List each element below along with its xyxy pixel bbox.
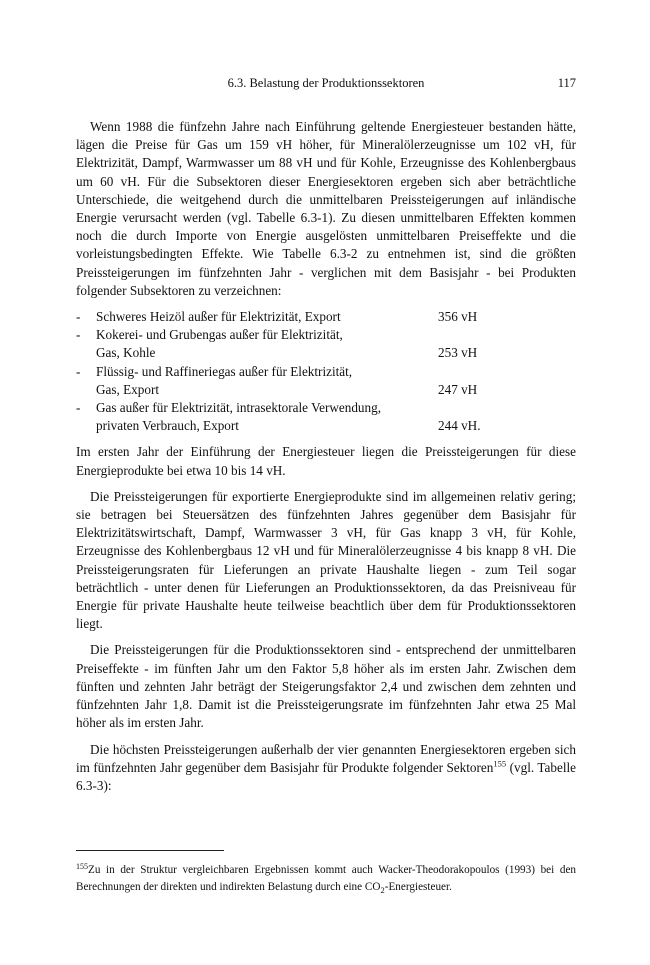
list-item-label-cont: Gas, Export: [96, 381, 159, 397]
list-dash: -: [76, 309, 81, 325]
section-title: 6.3. Belastung der Produktionssektoren: [227, 76, 425, 90]
list-item-value: 244 vH.: [438, 418, 481, 434]
footnote: [76, 858, 576, 896]
list-item-label: Flüssig- und Raffineriegas außer für Elektrizität,: [96, 363, 353, 379]
list-item-label: Gas außer für Elektrizität, intrasektorale Verwendung,: [96, 400, 382, 416]
subsector-list: [76, 308, 576, 435]
footnote-reference[interactable]: 155: [493, 758, 507, 769]
list-item-label-cont: Gas, Kohle: [96, 345, 156, 361]
footnote-text-end: -Energiesteuer.: [384, 881, 452, 893]
list-item-value: 253 vH: [438, 345, 478, 361]
footnote-text: Zu in der Struktur vergleichbaren Ergebnissen kommt auch Wacker-Theodorakopoulos (1993) bei den Berechnungen der direkten und indirekten Belastung durch eine CO: [76, 864, 576, 893]
paragraph-2: Im ersten Jahr der Einführung der Energiesteuer liegen die Preissteigerungen für diese Energieprodukte bei etwa 10 bis 14 vH.: [76, 444, 576, 478]
page-body: [76, 118, 576, 803]
footnote-subscript: 2: [380, 885, 385, 896]
paragraph-5-tail: (vgl. Tabelle 6.3-3):: [76, 759, 577, 793]
list-item-value: 356 vH: [438, 309, 478, 325]
list-item: [76, 363, 576, 399]
list-item: [76, 308, 576, 326]
list-item: [76, 326, 576, 362]
running-header: [76, 76, 576, 96]
footnote-divider: [76, 850, 224, 851]
paragraph-4: Die Preissteigerungen für die Produktionssektoren sind - entsprechend der unmittelbaren Preiseffekte - im fünften Jahr um den Faktor 5,8 höher als im ersten Jahr. Zwischen dem fünften und zehnten Jahr beträgt der Steigerungsfaktor 2,4 und zwischen dem zehnten und fünfzehnten Jahr 1,8. Damit ist die Preissteigerungsrate im fünfzehnten Jahr etwa 25 Mal höher als im ersten Jahr.: [76, 642, 576, 731]
list-item: [76, 399, 576, 435]
paragraph-5-text: Die höchsten Preissteigerungen außerhalb der vier genannten Energiesektoren ergeben sich im fünfzehnten Jahr gegenüber dem Basisjahr für Produkte folgender Sektoren: [76, 741, 576, 775]
list-item-label-cont: privaten Verbrauch, Export: [96, 418, 239, 434]
footnote-mark: 155: [76, 862, 88, 871]
list-dash: -: [76, 363, 81, 379]
paragraph-1: Wenn 1988 die fünfzehn Jahre nach Einführung geltende Energiesteuer bestanden hätte, lägen die Preise für Gas um 159 vH höher, für Mineralölerzeugnisse um 102 vH, für Elektrizität, Dampf, Warmwasser um 88 vH und für Kohle, Erzeugnisse des Kohlenbergbaus um 60 vH. Für die Subsektoren dieser Energiesektoren ergeben sich aber beträchtliche Unterschiede, die weitgehend durch die unmittelbaren Preissteigerungen auf inländische Energie verursacht werden (vgl. Tabelle 6.3-1). Zu diesen unmittelbaren Effekten kommen noch die durch Importe von Energie ausgelösten unmittelbaren Preiseffekte und die vorleistungsbedingten Effekte. Wie Tabelle 6.3-2 zu entnehmen ist, sind die größten Preissteigerungen im fünfzehnten Jahr - verglichen mit dem Basisjahr - bei Produkten folgender Subsektoren zu verzeichnen:: [76, 119, 576, 298]
list-dash: -: [76, 400, 81, 416]
list-item-value: 247 vH: [438, 381, 478, 397]
paragraph-5: [76, 741, 576, 796]
list-item-label: Kokerei- und Grubengas außer für Elektrizität,: [96, 327, 343, 343]
page-number: 117: [557, 76, 576, 90]
paragraph-3: Die Preissteigerungen für exportierte Energieprodukte sind im allgemeinen relativ gering; sie betragen bei Steuersätzen des fünfzehnten Jahres gegenüber dem Basisjahr für Elektrizitätswirtschaft, Dampf, Warmwasser 3 vH, für Gas knapp 3 vH, für Kohle, Erzeugnisse des Kohlenbergbaus 12 vH und für Mineralölerzeugnisse 4 bis knapp 8 vH. Die Preissteigerungsraten für Lieferungen an private Haushalte liegen - zum Teil sogar beträchtlich - unter denen für Lieferungen an Produktionssektoren, da das Preisniveau für Energie für private Haushalte heute teilweise beachtlich über dem für Produktionssektoren liegt.: [76, 488, 576, 632]
list-dash: -: [76, 327, 81, 343]
list-item-label: Schweres Heizöl außer für Elektrizität, Export: [96, 309, 341, 325]
